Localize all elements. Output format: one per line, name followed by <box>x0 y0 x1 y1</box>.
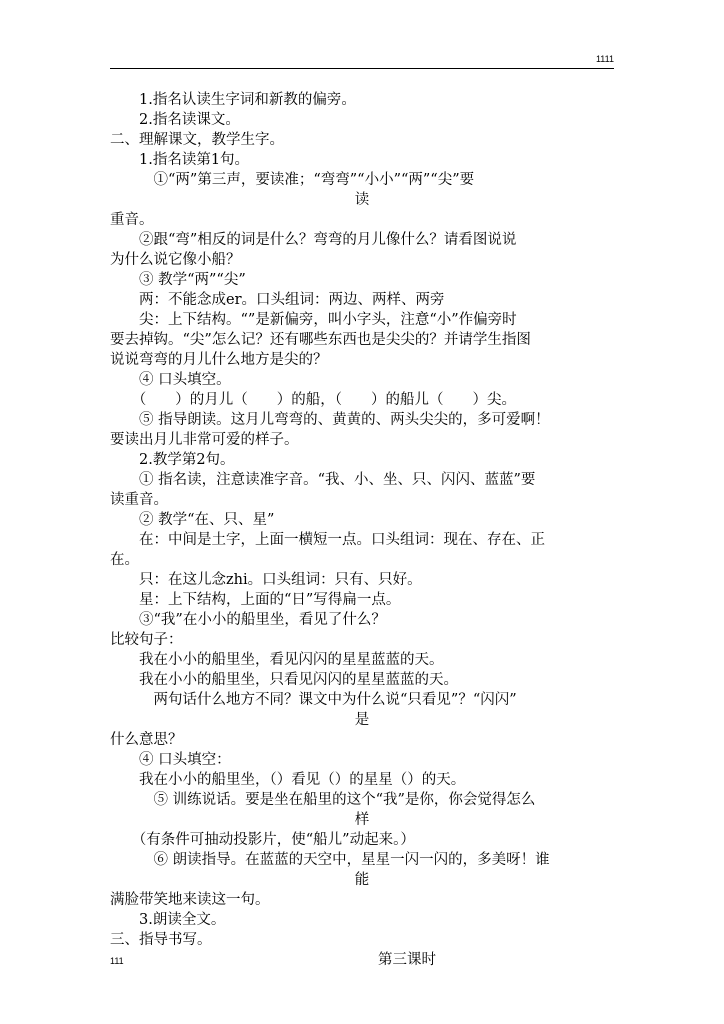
text-line: 说说弯弯的月儿什么地方是尖的？ <box>110 352 328 368</box>
text-line: ④ 口头填空： <box>110 752 231 768</box>
text-line: 两句话什么地方不同？课文中为什么说“只看见”？“闪闪” <box>110 692 517 708</box>
text-line: 读重音。 <box>110 492 168 508</box>
text-line: ③“我”在小小的船里坐，看见了什么？ <box>110 612 386 628</box>
text-line: 2.教学第2句。 <box>110 452 235 468</box>
text-line: 二、理解课文，教学生字。 <box>110 132 284 148</box>
text-line: 我在小小的船里坐，只看见闪闪的星星蓝蓝的天。 <box>110 672 458 688</box>
text-line: （ ）的月儿（ ）的船，（ ）的船儿（ ）尖。 <box>110 392 516 408</box>
document-body <box>110 90 614 970</box>
text-line: 三、指导书写。 <box>110 932 212 948</box>
text-line: 1.指名读第1句。 <box>110 152 250 168</box>
text-line: 读 <box>354 192 370 208</box>
text-line: ③ 教学“两”“尖” <box>110 272 246 288</box>
text-line: 重音。 <box>110 212 154 228</box>
text-line: 在：中间是土字，上面一横短一点。口头组词：现在、存在、正 <box>110 532 545 548</box>
text-line: 1.指名认读生字词和新教的偏旁。 <box>110 92 356 108</box>
page-header-number: 1111 <box>595 54 614 64</box>
text-line: ④ 口头填空。 <box>110 372 231 388</box>
text-line: ⑤ 指导朗读。这月儿弯弯的、黄黄的、两头尖尖的，多可爱啊！ <box>110 412 550 428</box>
text-line: 尖：上下结构。“”是新偏旁，叫小字头，注意“小”作偏旁时 <box>110 312 517 328</box>
text-line: ⑤ 训练说话。要是坐在船里的这个“我”是你，你会觉得怎么 <box>110 792 536 808</box>
text-line: ②跟“弯”相反的词是什么？弯弯的月儿像什么？请看图说说 <box>110 232 517 248</box>
text-line: 只：在这儿念zhi。口头组词：只有、只好。 <box>110 572 422 588</box>
header-rule <box>110 68 614 69</box>
text-line: 我在小小的船里坐，看见闪闪的星星蓝蓝的天。 <box>110 652 444 668</box>
text-line: 2.指名读课文。 <box>110 112 240 128</box>
text-line: 星：上下结构，上面的“日”写得扁一点。 <box>110 592 401 608</box>
text-line: 要读出月儿非常可爱的样子。 <box>110 432 299 448</box>
text-line: 在。 <box>110 552 139 568</box>
text-line: ② 教学“在、只、星” <box>110 512 275 528</box>
text-line: 能 <box>354 872 370 888</box>
text-line: 满脸带笑地来读这一句。 <box>110 892 270 908</box>
text-line: 为什么说它像小船？ <box>110 252 241 268</box>
page-footer-number: 111 <box>110 956 124 966</box>
text-line: 我在小小的船里坐，（）看见（）的星星（）的天。 <box>110 772 466 788</box>
text-line: ⑥ 朗读指导。在蓝蓝的天空中，星星一闪一闪的，多美呀！谁 <box>110 852 550 868</box>
text-line: 什么意思？ <box>110 732 183 748</box>
text-line: 样 <box>354 812 370 828</box>
text-line: 是 <box>354 712 370 728</box>
text-line: ①“两”第三声，要读准；“弯弯”“小小”“两”“尖”要 <box>110 172 475 188</box>
section-title: 第三课时 <box>378 952 436 968</box>
text-line: 要去掉钩。“尖”怎么记？还有哪些东西也是尖尖的？并请学生指图 <box>110 332 531 348</box>
text-line: ① 指名读，注意读准字音。“我、小、坐、只、闪闪、蓝蓝”要 <box>110 472 536 488</box>
text-line: 3.朗读全文。 <box>110 912 226 928</box>
text-line: （有条件可抽动投影片，使“船儿”动起来。） <box>110 832 415 848</box>
text-line: 比较句子： <box>110 632 183 648</box>
text-line: 两：不能念成er。口头组词：两边、两样、两旁 <box>110 292 445 308</box>
